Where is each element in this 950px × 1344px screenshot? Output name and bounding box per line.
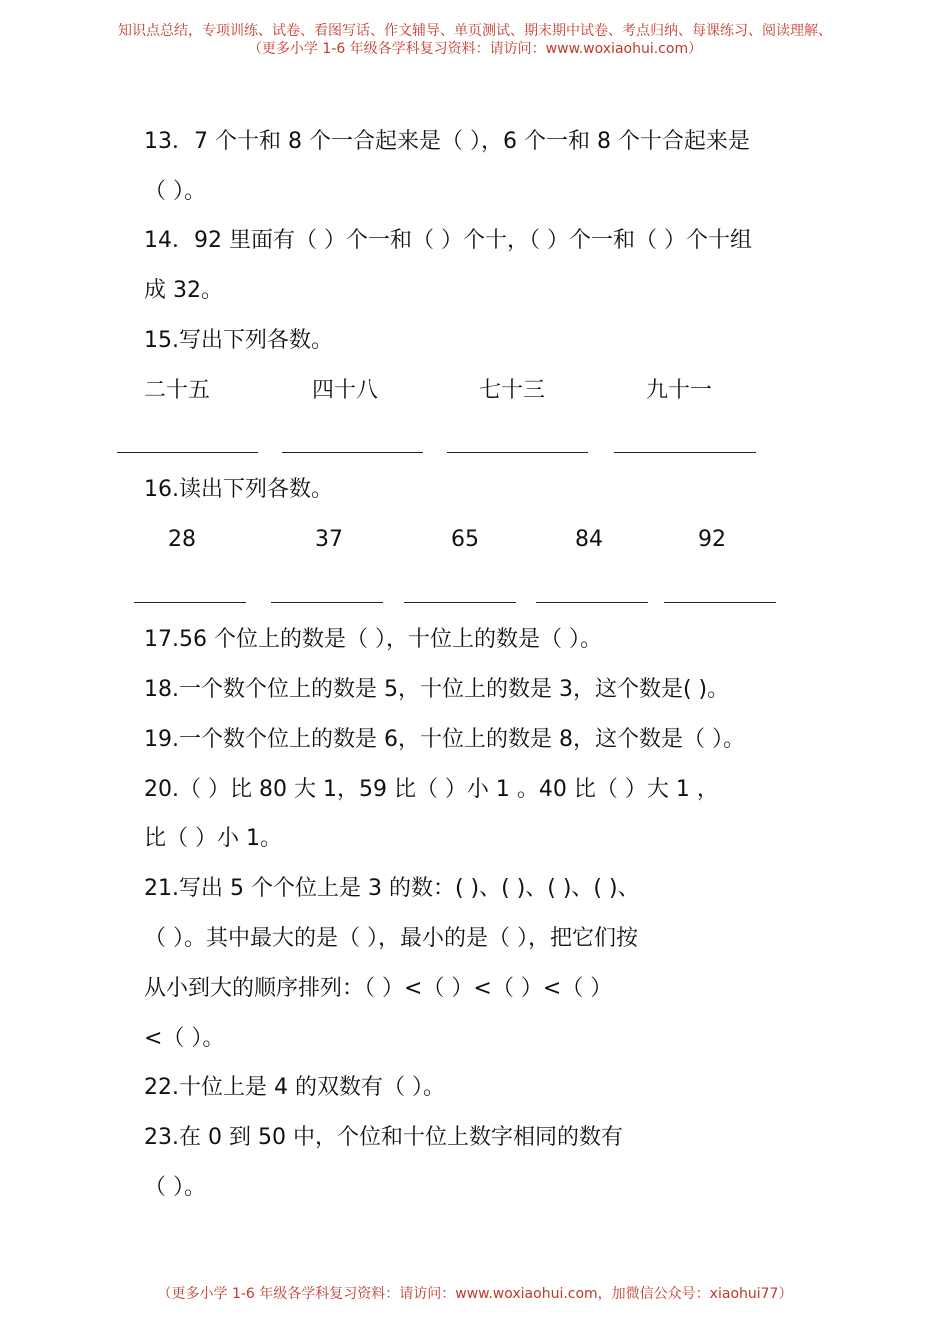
question-20-line-2: 比（ ）小 1。 (144, 826, 282, 851)
question-23-line-1: 23.在 0 到 50 中，个位和十位上数字相同的数有 (144, 1125, 623, 1150)
q15-item: 七十三 (479, 378, 546, 403)
question-13-line-2: （ ）。 (144, 179, 206, 204)
q16-answer-line[interactable] (664, 602, 776, 603)
q16-item: 92 (698, 527, 726, 552)
question-18: 18.一个数个位上的数是 5，十位上的数是 3，这个数是( )。 (144, 677, 730, 702)
q15-item: 二十五 (144, 378, 211, 403)
q16-answer-line[interactable] (271, 602, 383, 603)
footer-line: （更多小学 1-6 年级各学科复习资料：请访问：www.woxiaohui.com，加微信公众号：xiaohui77） (157, 1286, 793, 1302)
q16-item: 28 (168, 527, 196, 552)
header-line-1: 知识点总结，专项训练、试卷、看图写话、作文辅导、单页测试、期末期中试卷、考点归纳、每课练习、阅读理解、 (118, 23, 832, 39)
question-13-line-1: 13．7 个十和 8 个一合起来是（ ），6 个一和 8 个十合起来是 (144, 129, 750, 154)
q16-item: 65 (451, 527, 479, 552)
q15-answer-line[interactable] (117, 452, 258, 453)
q16-item: 37 (315, 527, 343, 552)
question-21-line-4: <（ ）。 (144, 1026, 225, 1051)
question-23-line-2: （ ）。 (144, 1175, 206, 1200)
question-15-title: 15.写出下列各数。 (144, 328, 333, 353)
q15-answer-line[interactable] (447, 452, 588, 453)
question-14-line-2: 成 32。 (144, 278, 223, 303)
q15-item: 九十一 (646, 378, 713, 403)
q16-item: 84 (575, 527, 603, 552)
question-22: 22.十位上是 4 的双数有（ ）。 (144, 1075, 445, 1100)
q16-answer-line[interactable] (404, 602, 516, 603)
q16-answer-line[interactable] (134, 602, 246, 603)
question-17: 17.56 个位上的数是（ ），十位上的数是（ ）。 (144, 627, 602, 652)
question-21-line-2: （ ）。其中最大的是（ ），最小的是（ ），把它们按 (144, 926, 638, 951)
question-19: 19.一个数个位上的数是 6，十位上的数是 8，这个数是（ ）。 (144, 727, 745, 752)
q16-answer-line[interactable] (536, 602, 648, 603)
question-14-line-1: 14．92 里面有（ ）个一和（ ）个十，（ ）个一和（ ）个十组 (144, 228, 752, 253)
q15-item: 四十八 (312, 378, 379, 403)
question-21-line-1: 21.写出 5 个个位上是 3 的数：( )、( )、( )、( )、 (144, 876, 640, 901)
q15-answer-line[interactable] (614, 452, 756, 453)
question-16-title: 16.读出下列各数。 (144, 477, 333, 502)
q15-answer-line[interactable] (282, 452, 423, 453)
question-20-line-1: 20.（ ）比 80 大 1，59 比（ ）小 1 。40 比（ ）大 1 ， (144, 777, 719, 802)
header-line-2: （更多小学 1-6 年级各学科复习资料：请访问：www.woxiaohui.com） (247, 41, 703, 57)
question-21-line-3: 从小到大的顺序排列：（ ）<（ ）<（ ）<（ ） (144, 976, 613, 1001)
